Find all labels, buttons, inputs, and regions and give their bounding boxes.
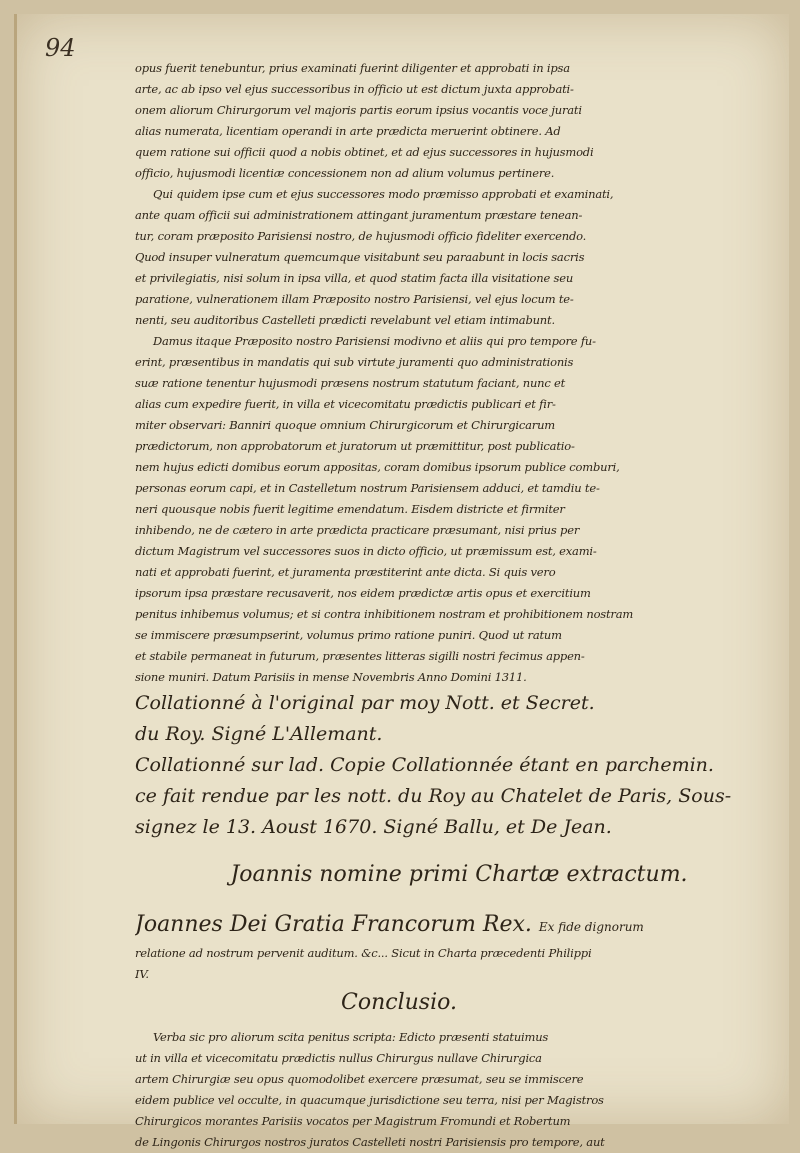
text-line: relatione ad nostrum pervenit auditum. &c... Sicut in Charta præcedenti Philippi <box>135 946 592 960</box>
text-line: nem hujus edicti domibus eorum appositas, coram domibus ipsorum publice comburi, <box>135 460 620 474</box>
manuscript-page <box>14 14 789 1149</box>
conclusio-heading: Conclusio. <box>341 990 457 1015</box>
collation-line: Collationné sur lad. Copie Collationnée étant en parchemin. <box>135 754 714 776</box>
text-line: prædictorum, non approbatorum et juratorum ut præmittitur, post publicatio- <box>135 439 575 453</box>
text-line: et privilegiatis, nisi solum in ipsa villa, et quod statim facta illa visitatione seu <box>135 271 574 285</box>
paragraph-statute <box>135 58 783 331</box>
text-line: opus fuerit tenebuntur, prius examinati fuerint diligenter et approbati in ipsa <box>135 61 570 75</box>
text-line: onem aliorum Chirurgorum vel majoris partis eorum ipsius vocantis voce jurati <box>135 103 582 117</box>
text-line: penitus inhibemus volumus; et si contra inhibitionem nostram et prohibitionem nostram <box>135 607 634 621</box>
charter-title: Joannes Dei Gratia Francorum Rex. <box>135 912 532 937</box>
text-line: dictum Magistrum vel successores suos in dicto officio, ut præmissum est, exami- <box>135 544 597 558</box>
text-line: IV. <box>135 967 149 981</box>
text-line: Damus itaque Præposito nostro Parisiensi modivno et aliis qui pro tempore fu- <box>153 334 596 348</box>
text-line: se immiscere præsumpserint, volumus primo ratione puniri. Quod ut ratum <box>135 628 562 642</box>
text-line: et stabile permaneat in futurum, præsentes litteras sigilli nostri fecimus appen- <box>135 649 585 663</box>
text-line: Quod insuper vulneratum quemcumque visitabunt seu paraabunt in locis sacris <box>135 250 585 264</box>
collation-line: ce fait rendue par les nott. du Roy au Chatelet de Paris, Sous- <box>135 785 732 807</box>
text-line: ante quam officii sui administrationem attingant juramentum præstare tenean- <box>135 208 583 222</box>
text-line: tur, coram præposito Parisiensi nostro, de hujusmodi officio fideliter exercendo. <box>135 229 587 243</box>
text-line: alias cum expedire fuerit, in villa et vicecomitatu prædictis publicari et fir- <box>135 397 556 411</box>
paragraph-mandate <box>135 331 783 688</box>
text-line: Verba sic pro aliorum scita penitus scripta: Edicto præsenti statuimus <box>153 1030 549 1044</box>
text-line: erint, præsentibus in mandatis qui sub virtute juramenti quo administrationis <box>135 355 574 369</box>
paragraph-conclusio <box>135 1027 783 1153</box>
text-line: de Lingonis Chirurgos nostros juratos Castelleti nostri Parisiensis pro tempore, aut <box>135 1135 605 1149</box>
collation-note <box>135 688 783 843</box>
folio-number: 94 <box>45 34 76 62</box>
text-line: paratione, vulnerationem illam Præposito nostro Parisiensi, vel ejus locum te- <box>135 292 574 306</box>
text-line: nenti, seu auditoribus Castelleti prædicti revelabunt vel etiam intimabunt. <box>135 313 555 327</box>
text-line: alias numerata, licentiam operandi in arte prædicta meruerint obtinere. Ad <box>135 124 561 138</box>
text-line: artem Chirurgiæ seu opus quomodolibet exercere præsumat, seu se immiscere <box>135 1072 584 1086</box>
charter-title-line <box>135 907 783 943</box>
text-line: ut in villa et vicecomitatu prædictis nullus Chirurgus nullave Chirurgica <box>135 1051 542 1065</box>
text-line: inhibendo, ne de cætero in arte prædicta practicare præsumant, nisi prius per <box>135 523 580 537</box>
text-line: ipsorum ipsa præstare recusaverit, nos eidem prædictæ artis opus et exercitium <box>135 586 591 600</box>
charter-title-tail: Ex fide dignorum <box>538 920 644 934</box>
text-line: suæ ratione tenentur hujusmodi præsens nostrum statutum faciant, nunc et <box>135 376 566 390</box>
text-line: Chirurgicos morantes Parisiis vocatos per Magistrum Fromundi et Robertum <box>135 1114 571 1128</box>
text-line: personas eorum capi, et in Castelletum nostrum Parisiensem adduci, et tamdiu te- <box>135 481 600 495</box>
text-line: quem ratione sui officii quod a nobis obtinet, et ad ejus successores in hujusmodi <box>135 145 594 159</box>
text-line: officio, hujusmodi licentiæ concessionem non ad alium volumus pertinere. <box>135 166 555 180</box>
text-line: miter observari: Banniri quoque omnium Chirurgicorum et Chirurgicarum <box>135 418 556 432</box>
section-heading: Joannis nomine primi Chartæ extractum. <box>230 862 688 887</box>
text-line: nati et approbati fuerint, et juramenta præstiterint ante dicta. Si quis vero <box>135 565 556 579</box>
text-line: Qui quidem ipse cum et ejus successores modo præmisso approbati et examinati, <box>153 187 614 201</box>
collation-line: signez le 13. Aoust 1670. Signé Ballu, et De Jean. <box>135 816 612 838</box>
text-line: neri quousque nobis fuerit legitime emendatum. Eisdem districte et firmiter <box>135 502 565 516</box>
collation-line: Collationné à l'original par moy Nott. et Secret. <box>135 692 595 714</box>
text-line: sione muniri. Datum Parisiis in mense Novembris Anno Domini 1311. <box>135 670 527 684</box>
text-body <box>135 58 783 1153</box>
text-line: arte, ac ab ipso vel ejus successoribus in officio ut est dictum juxta approbati- <box>135 82 574 96</box>
text-line: eidem publice vel occulte, in quacumque jurisdictione seu terra, nisi per Magistros <box>135 1093 604 1107</box>
collation-line: du Roy. Signé L'Allemant. <box>135 723 383 745</box>
